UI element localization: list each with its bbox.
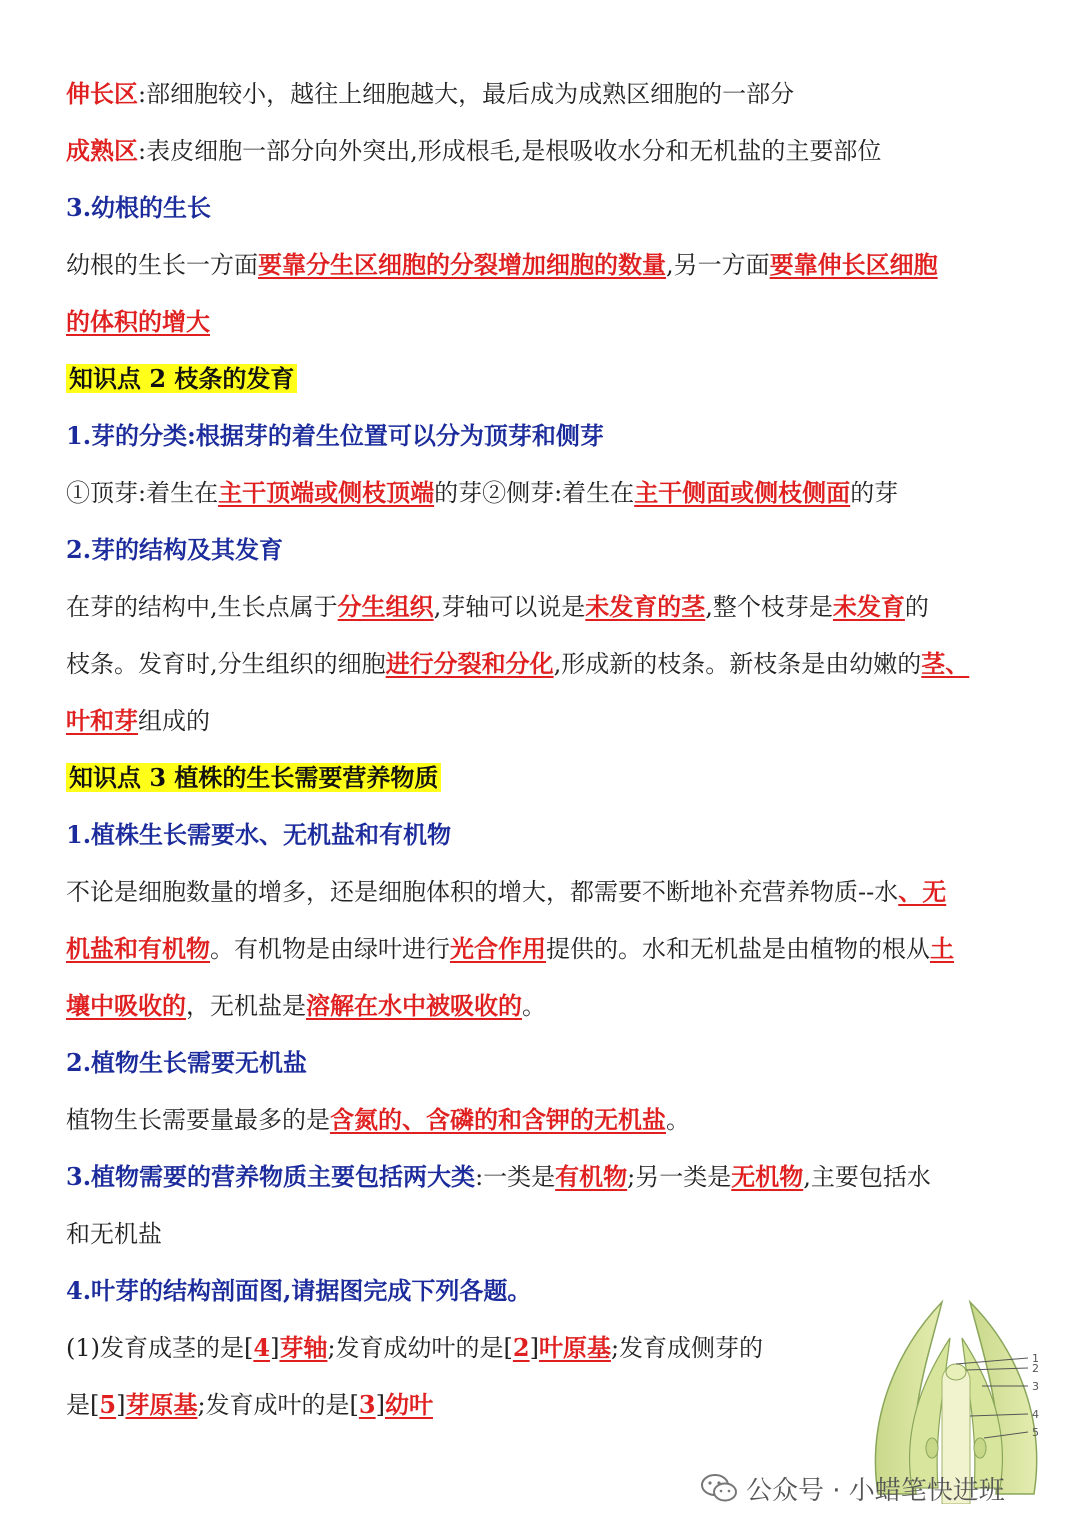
answer-text: 、无: [898, 877, 947, 906]
body-text: 不论是细胞数量的增多，还是细胞体积的增大，都需要不断地补充营养物质--水: [66, 878, 899, 906]
answer-text: 成熟区: [66, 136, 138, 165]
answer-text: 未发育: [832, 592, 905, 621]
body-text: 提供的。水和无机盐是由植物的根从: [546, 935, 930, 963]
text-line: [66, 817, 451, 853]
wechat-icon: [700, 1473, 738, 1503]
body-text: ]: [116, 1391, 126, 1419]
text-line: [66, 76, 794, 112]
answer-text: 芽原基: [125, 1390, 198, 1419]
answer-text: 光合作用: [450, 934, 546, 963]
answer-text: 主干侧面或侧枝侧面: [634, 478, 851, 507]
text-line: [66, 703, 210, 739]
body-text: ;发育成侧芽的: [610, 1334, 764, 1362]
body-text: ,另一方面: [666, 251, 770, 279]
answer-text: 机盐和有机物: [66, 934, 210, 963]
text-line: [66, 361, 297, 397]
body-text: ①顶芽:着生在: [66, 479, 219, 507]
body-text: 。: [666, 1106, 690, 1134]
body-text: ,形成新的枝条。新枝条是由幼嫩的: [553, 650, 922, 678]
text-line: [66, 589, 929, 625]
text-line: [66, 931, 954, 967]
section-heading: 知识点 3 植株的生长需要营养物质: [66, 763, 441, 792]
body-text: 的: [904, 593, 929, 621]
body-text: 枝条。发育时,分生组织的细胞: [66, 650, 386, 678]
answer-text: 要靠伸长区细胞: [769, 250, 938, 279]
body-text: ;发育成叶的是[: [197, 1391, 359, 1419]
text-line: [66, 988, 546, 1024]
text-line: [66, 1045, 307, 1081]
text-line: [66, 532, 283, 568]
answer-text: 进行分裂和分化: [385, 649, 554, 678]
watermark-text: 公众号 · 小蜡笔快进班: [746, 1475, 1005, 1506]
subheading: 1.植株生长需要水、无机盐和有机物: [66, 820, 452, 849]
answer-text: 未发育的茎: [585, 592, 706, 621]
body-text: ]: [375, 1391, 385, 1419]
text-line: [66, 1387, 433, 1423]
text-line: [66, 247, 938, 283]
subheading: 3.幼根的生长: [66, 193, 212, 222]
body-text: ,主要包括水: [803, 1163, 931, 1191]
label-1: 1: [1032, 1352, 1039, 1365]
body-text: 。有机物是由绿叶进行: [210, 935, 450, 963]
answer-text: 土: [930, 934, 954, 963]
body-text: 和无机盐: [66, 1220, 162, 1248]
body-text: ]: [529, 1334, 539, 1362]
answer-text: 2: [512, 1333, 530, 1362]
text-line: [66, 1159, 931, 1195]
text-line: [66, 646, 969, 682]
body-text: 是[: [66, 1391, 100, 1419]
label-5: 5: [1032, 1426, 1039, 1439]
answer-text: 茎、: [921, 649, 970, 678]
text-line: [66, 760, 441, 796]
subheading: 3.植物需要的营养物质主要包括两大类: [66, 1162, 476, 1191]
answer-text: 含氮的、含磷的和含钾的无机盐: [330, 1105, 666, 1134]
answer-text: 3: [358, 1390, 376, 1419]
text-line: [66, 1216, 162, 1252]
answer-text: 芽轴: [279, 1333, 328, 1362]
answer-text: 有机物: [555, 1162, 628, 1191]
body-text: ,芽轴可以说是: [433, 593, 586, 621]
answer-text: 叶和芽: [66, 706, 138, 735]
body-text: 的芽: [850, 479, 899, 507]
body-text: ，无机盐是: [186, 992, 306, 1020]
text-line: [66, 418, 604, 454]
answer-text: 壤中吸收的: [66, 991, 186, 1020]
text-line: [66, 475, 898, 511]
body-text: :表皮细胞一部分向外突出,形成根毛,是根吸收水分和无机盐的主要部位: [138, 137, 882, 165]
body-text: 。: [522, 992, 546, 1020]
label-2: 2: [1032, 1362, 1039, 1375]
section-heading: 知识点 2 枝条的发育: [66, 364, 297, 393]
answer-text: 要靠分生区细胞的分裂增加细胞的数量: [258, 250, 666, 279]
answer-text: 幼叶: [384, 1390, 433, 1419]
body-text: :部细胞较小，越往上细胞越大，最后成为成熟区细胞的一部分: [138, 80, 795, 108]
text-line: [66, 1273, 531, 1309]
subheading: 1.芽的分类:根据芽的着生位置可以分为顶芽和侧芽: [66, 421, 604, 450]
answer-text: 5: [99, 1390, 117, 1419]
subheading: 2.植物生长需要无机盐: [66, 1048, 308, 1077]
label-4: 4: [1032, 1408, 1039, 1421]
body-text: 在芽的结构中,生长点属于: [66, 593, 338, 621]
body-text: 幼根的生长一方面: [66, 251, 258, 279]
subheading: 4.叶芽的结构剖面图,请据图完成下列各题。: [66, 1276, 532, 1305]
watermark: [700, 1468, 1005, 1508]
body-text: ;另一类是: [627, 1163, 732, 1191]
answer-text: 无机物: [731, 1162, 804, 1191]
answer-text: 主干顶端或侧枝顶端: [218, 478, 435, 507]
body-text: :一类是: [475, 1163, 556, 1191]
text-line: [66, 304, 210, 340]
body-text: (1)发育成茎的是[: [66, 1334, 254, 1362]
text-line: [66, 874, 946, 910]
body-text: ,整个枝芽是: [705, 593, 833, 621]
body-text: 植物生长需要量最多的是: [66, 1106, 330, 1134]
text-line: [66, 1330, 763, 1366]
body-text: ]: [270, 1334, 280, 1362]
answer-text: 分生组织: [337, 592, 434, 621]
answer-text: 叶原基: [538, 1333, 611, 1362]
answer-text: 伸长区: [66, 79, 138, 108]
answer-text: 的体积的增大: [66, 307, 210, 336]
body-text: 组成的: [138, 707, 210, 735]
body-text: ;发育成幼叶的是[: [327, 1334, 513, 1362]
text-line: [66, 190, 211, 226]
text-line: [66, 133, 881, 169]
label-3: 3: [1032, 1380, 1039, 1393]
body-text: 的芽②侧芽:着生在: [434, 479, 635, 507]
subheading: 2.芽的结构及其发育: [66, 535, 284, 564]
answer-text: 溶解在水中被吸收的: [306, 991, 522, 1020]
text-line: [66, 1102, 690, 1138]
answer-text: 4: [253, 1333, 271, 1362]
